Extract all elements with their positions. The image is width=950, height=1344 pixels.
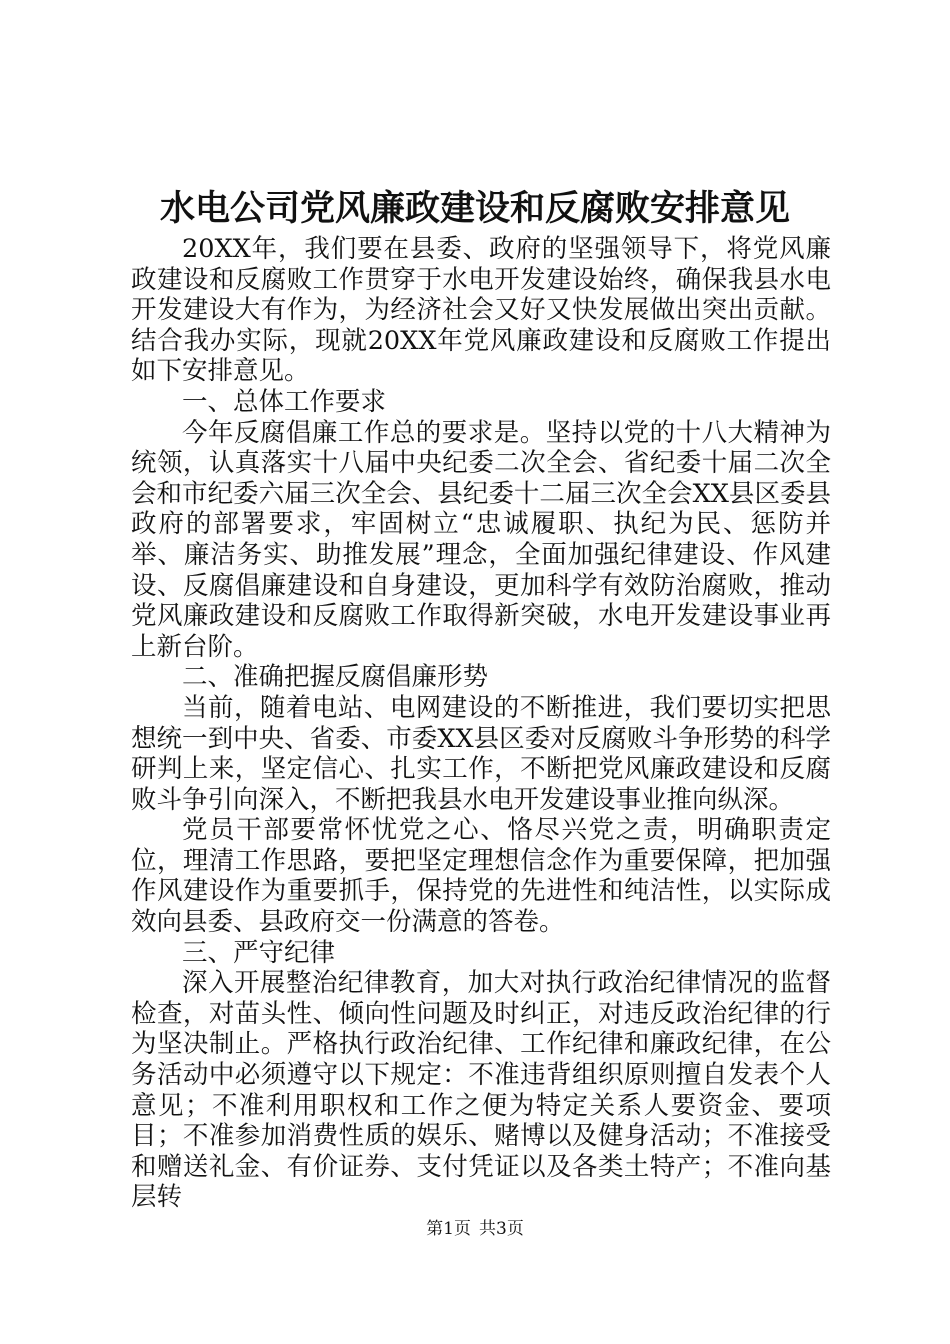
document-body — [131, 234, 831, 1213]
document-title: 水电公司党风廉政建设和反腐败安排意见 — [159, 188, 790, 229]
paragraph-situation: 当前，随着电站、电网建设的不断推进，我们要切实把思想统一到中央、省委、市委XX县区委对反腐败斗争形势的科学研判上来，坚定信心、扎实工作，不断把党风廉政建设和反腐败斗争引向深入，不断把我县水电开发建设事业推向纵深。 — [131, 692, 831, 815]
page-footer — [0, 1217, 950, 1241]
paragraph-cadres: 党员干部要常怀忧党之心、恪尽兴党之责，明确职责定位，理清工作思路，要把坚定理想信念作为重要保障，把加强作风建设作为重要抓手，保持党的先进性和纯洁性，以实际成效向县委、县政府交一份满意的答卷。 — [131, 815, 831, 938]
paragraph-intro: 20XX年，我们要在县委、政府的坚强领导下，将党风廉政建设和反腐败工作贯穿于水电开发建设始终，确保我县水电开发建设大有作为，为经济社会又好又快发展做出突出贡献。结合我办实际，现就20XX年党风廉政建设和反腐败工作提出如下安排意见。 — [131, 234, 831, 387]
section-heading-3: 三、严守纪律 — [182, 937, 336, 968]
paragraph-requirements: 今年反腐倡廉工作总的要求是。坚持以党的十八大精神为统领，认真落实十八届中央纪委二次全会、省纪委十届二次全会和市纪委六届三次全会、县纪委十二届三次全会XX县区委县政府的部署要求，牢固树立“忠诚履职、执纪为民、惩防并举、廉洁务实、助推发展”理念，全面加强纪律建设、作风建设、反腐倡廉建设和自身建设，更加科学有效防治腐败，推动党风廉政建设和反腐败工作取得新突破，水电开发建设事业再上新台阶。 — [131, 417, 831, 662]
page-total: 共3页 — [479, 1219, 524, 1239]
section-heading-1: 一、总体工作要求 — [182, 386, 387, 417]
section-heading-2: 二、准确把握反腐倡廉形势 — [182, 662, 489, 693]
page-number: 第1页 — [426, 1219, 471, 1239]
paragraph-discipline: 深入开展整治纪律教育，加大对执行政治纪律情况的监督检查，对苗头性、倾向性问题及时纠正，对违反政治纪律的行为坚决制止。严格执行政治纪律、工作纪律和廉政纪律，在公务活动中必须遵守以下规定：不准违背组织原则擅自发表个人意见；不准利用职权和工作之便为特定关系人要资金、要项目；不准参加消费性质的娱乐、赌博以及健身活动；不准接受和赠送礼金、有价证券、支付凭证以及各类土特产；不准向基层转 — [131, 968, 831, 1213]
